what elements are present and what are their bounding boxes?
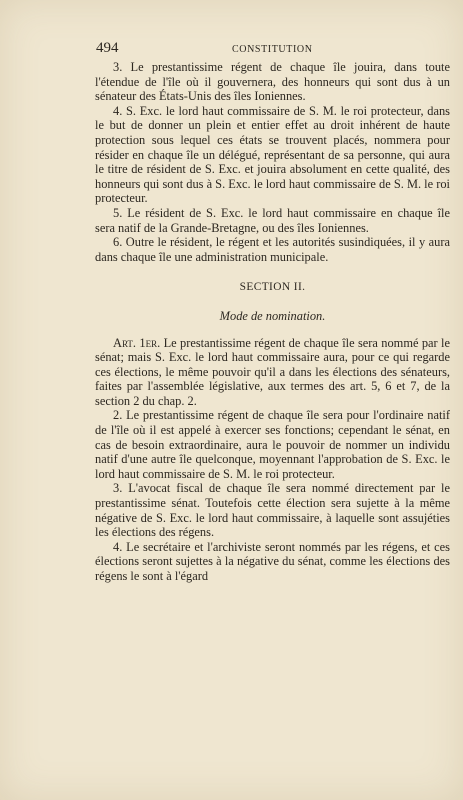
page-header: [96, 40, 446, 59]
article-1: [95, 336, 450, 409]
paragraph-5-natif: 5. Le résident de S. Exc. le lord haut commissaire en chaque île sera natif de la Grande-Bretagne, ou des îles Ioniennes.: [95, 205, 450, 235]
section-subtitle: Mode de nomination.: [219, 308, 326, 323]
article-1-label: Art. 1er.: [113, 335, 161, 350]
page-number: 494: [96, 40, 119, 56]
paragraph-4-resident: 4. S. Exc. le lord haut commissaire de S. M. le roi protecteur, dans le but de donner un plein et entier effet au droit inhérent de haute protection sous lequel ces états se trouvent placés, nommera pour résider en chaque île un délégué, représentant de sa personne, qui aura le titre de résident de S. Exc. et jouira absolument en cette qualité, des honneurs qui sont dus à S. Exc. le lord haut commissaire de S. M. le roi protecteur.: [95, 103, 450, 206]
paragraph-2-regent: 2. Le prestantissime régent de chaque île sera pour l'ordinaire natif de l'île où il est appelé à exercer ses fonctions; cependant le sénat, en cas de besoin extraordinaire, aura le pouvoir de nommer un individu natif d'une autre île quelconque, moyennant l'approbation de S. Exc. le lord haut commissaire de S. M. le roi protecteur.: [95, 408, 450, 481]
paragraph-4-secretaire: 4. Le secrétaire et l'archiviste seront nommés par les régens, et ces élections seront sujettes à la négative du sénat, comme les élections des régens le sont à l'égard: [95, 539, 450, 583]
article-1-text: Le prestantissime régent de chaque île sera nommé par le sénat; mais S. Exc. le lord haut commissaire aura, pour ce qui regarde ces élections, le même pouvoir qu'il a dans les élections des sénateurs, faites par l'assemblée législative, aux termes des art. 5, 6 et 7, de la section 2 du chap. 2.: [95, 335, 450, 408]
section-heading: SECTION II.: [239, 281, 306, 294]
body-text: [95, 60, 450, 584]
running-title: CONSTITUTION: [232, 44, 313, 55]
paragraph-3-avocat: 3. L'avocat fiscal de chaque île sera nommé directement par le prestantissime sénat. Toutefois cette élection sera sujette à la même négative de S. Exc. le lord haut commissaire, à laquelle sont assujéties les élections des régens.: [95, 481, 450, 540]
paragraph-3-honneurs: 3. Le prestantissime régent de chaque île jouira, dans toute l'étendue de l'île où il gouvernera, des honneurs qui sont dus à un sénateur des États-Unis des îles Ioniennes.: [95, 60, 450, 104]
paragraph-6-administration: 6. Outre le résident, le régent et les autorités susindiquées, il y aura dans chaque île une administration municipale.: [95, 235, 450, 264]
